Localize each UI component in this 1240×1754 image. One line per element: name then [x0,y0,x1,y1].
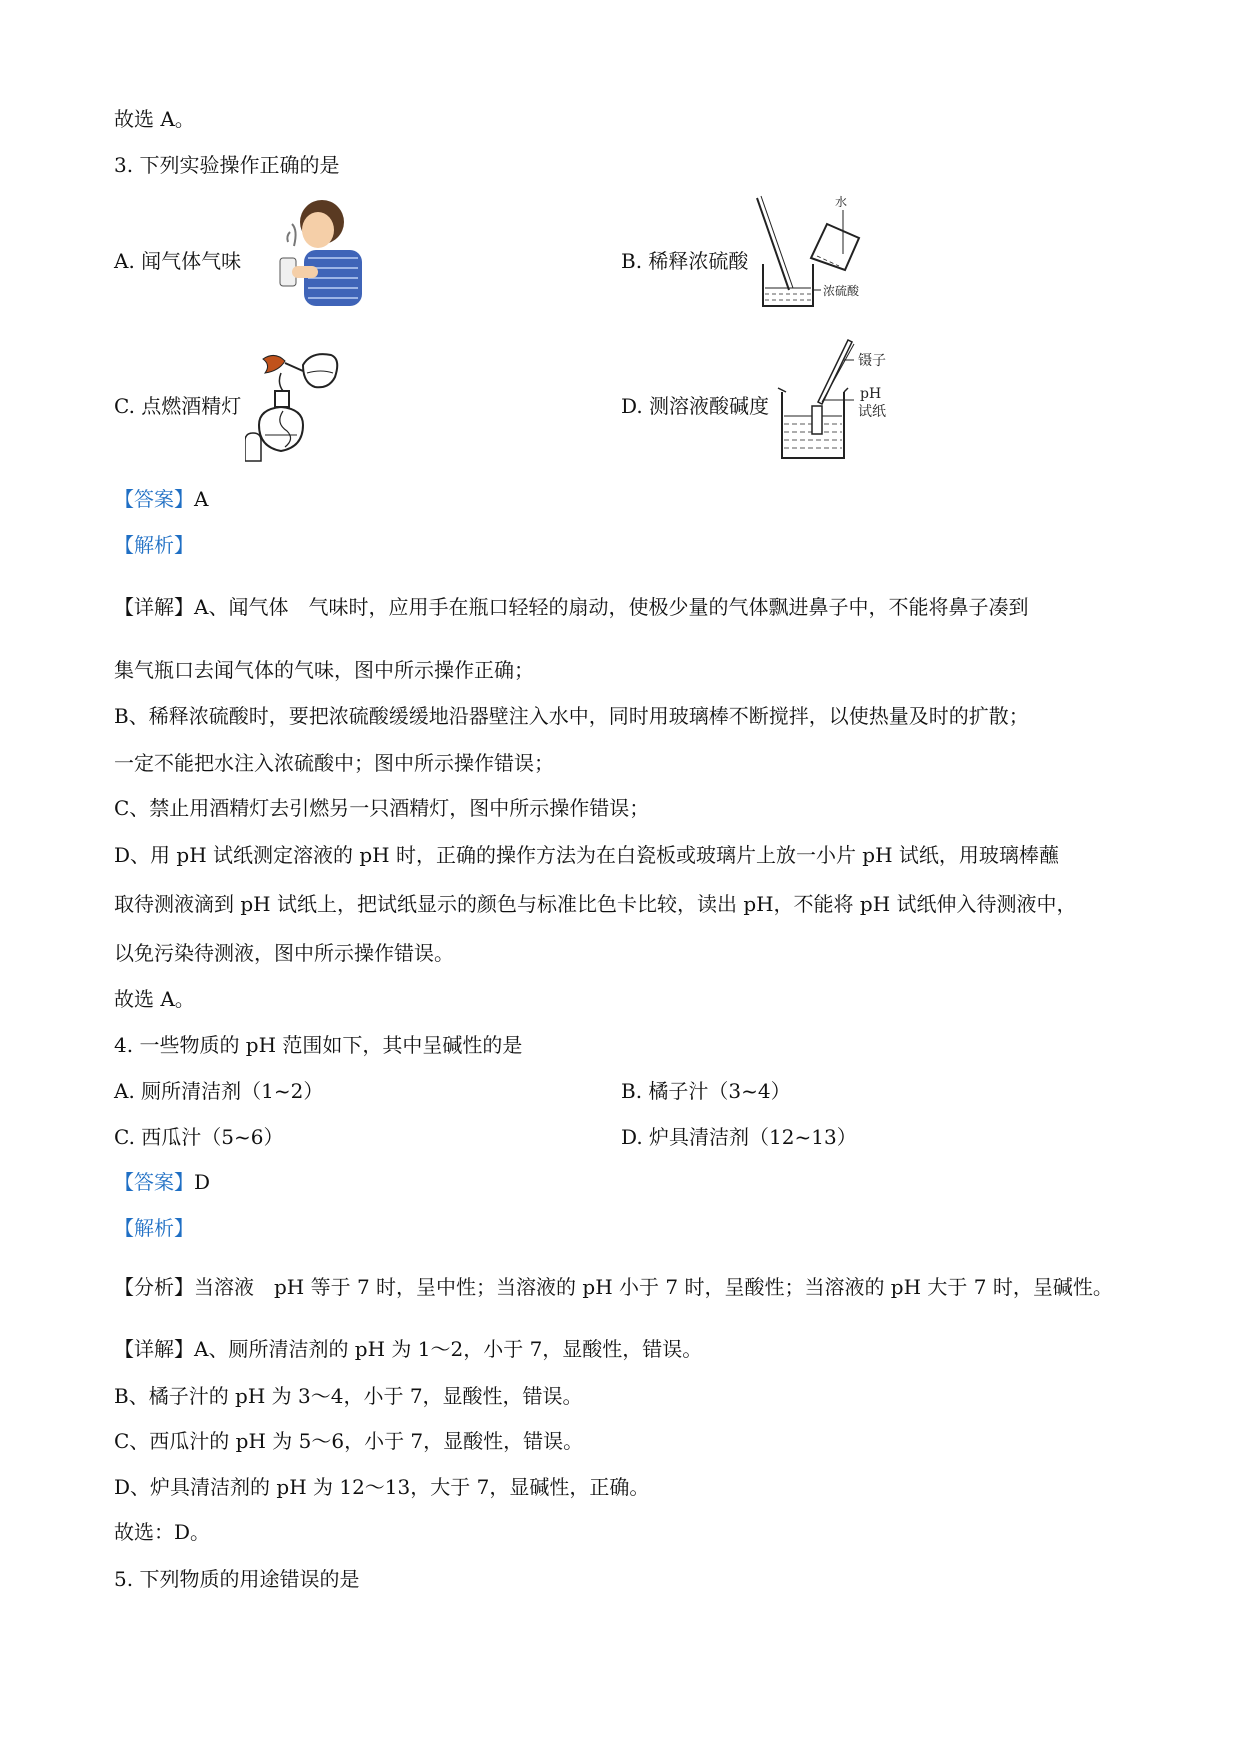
q4-detail-line-3: C、西瓜汁的 pH 为 5～6，小于 7，显酸性，错误。 [114,1429,584,1453]
q4-option-b: B. 橘子汁（3~4） [621,1079,791,1103]
analysis-head: 【分析】 [114,1275,194,1299]
water-label: 水 [835,195,848,209]
detail-tag: 【详解】 [114,1337,194,1361]
analysis-text: 当溶液 pH 等于 7 时，呈中性；当溶液的 pH 小于 7 时，呈酸性；当溶液的 pH 大于 7 时，呈碱性。 [194,1275,1113,1299]
q4-analysis-tag: 【解析】 [114,1216,194,1240]
ph-test-illustration [772,336,902,461]
dilute-acid-illustration [755,194,870,310]
q3-detail-line-2: 集气瓶口去闻气体的气味，图中所示操作正确； [114,658,534,682]
q3-option-a: A. 闻气体气味 [114,249,242,273]
q3-option-c: C. 点燃酒精灯 [114,394,242,418]
detail-text: A、闻气体 气味时，应用手在瓶口轻轻的扇动，使极少量的气体飘进鼻子中，不能将鼻子凑到 [194,595,1029,619]
q4-detail-line-2: B、橘子汁的 pH 为 3～4，小于 7，显酸性，错误。 [114,1384,583,1408]
q4-detail-line-4: D、炉具清洁剂的 pH 为 12～13，大于 7，显碱性，正确。 [114,1475,650,1499]
conc-acid-label: 浓硫酸 [823,284,860,298]
answer-tag: 【答案】 [114,487,194,511]
q4-option-d: D. 炉具清洁剂（12~13） [621,1125,857,1149]
q3-detail-line-4: 一定不能把水注入浓硫酸中；图中所示操作错误； [114,751,554,775]
q3-option-d: D. 测溶液酸碱度 [621,394,770,418]
answer-value: D [194,1170,211,1194]
q4-detail-line-1 [114,1336,702,1362]
q3-analysis-tag: 【解析】 [114,533,194,557]
answer-tag: 【答案】 [114,1170,194,1194]
q4-stem: 4. 一些物质的 pH 范围如下，其中呈碱性的是 [114,1033,523,1057]
detail-tag: 【详解】 [114,595,194,619]
q3-conclusion: 故选 A。 [114,987,195,1011]
q4-option-a: A. 厕所清洁剂（1~2） [114,1079,324,1103]
q4-option-c: C. 西瓜汁（5~6） [114,1125,284,1149]
q4-analysis-line [114,1274,1113,1300]
alcohol-lamp-illustration [245,351,380,462]
q4-conclusion: 故选：D。 [114,1520,211,1544]
tweezers-label: 镊子 [858,353,886,369]
q3-detail-line-1 [114,594,1028,620]
smelling-gas-illustration [262,196,366,308]
q3-detail-line-6: D、用 pH 试纸测定溶液的 pH 时，正确的操作方法为在白瓷板或玻璃片上放一小片 pH 试纸，用玻璃棒蘸 [114,843,1059,867]
q5-stem: 5. 下列物质的用途错误的是 [114,1567,360,1591]
ph-label: pH [860,386,882,402]
answer-value: A [194,487,209,511]
q3-detail-line-3: B、稀释浓硫酸时，要把浓硫酸缓缓地沿器壁注入水中，同时用玻璃棒不断搅拌，以使热量及时的扩散； [114,704,1029,728]
prev-conclusion: 故选 A。 [114,107,195,131]
q3-detail-line-5: C、禁止用酒精灯去引燃另一只酒精灯，图中所示操作错误； [114,796,650,820]
q3-detail-line-8: 以免污染待测液，图中所示操作错误。 [114,941,454,965]
q3-stem: 3. 下列实验操作正确的是 [114,153,340,177]
q3-detail-line-7: 取待测液滴到 pH 试纸上，把试纸显示的颜色与标准比色卡比较，读出 pH，不能将 pH 试纸伸入待测液中， [114,892,1077,916]
q3-answer [114,486,208,512]
detail-text: A、厕所清洁剂的 pH 为 1～2，小于 7，显酸性，错误。 [194,1337,703,1361]
q4-answer [114,1169,210,1195]
q3-option-b: B. 稀释浓硫酸 [621,249,749,273]
test-paper-label: 试纸 [858,404,886,420]
